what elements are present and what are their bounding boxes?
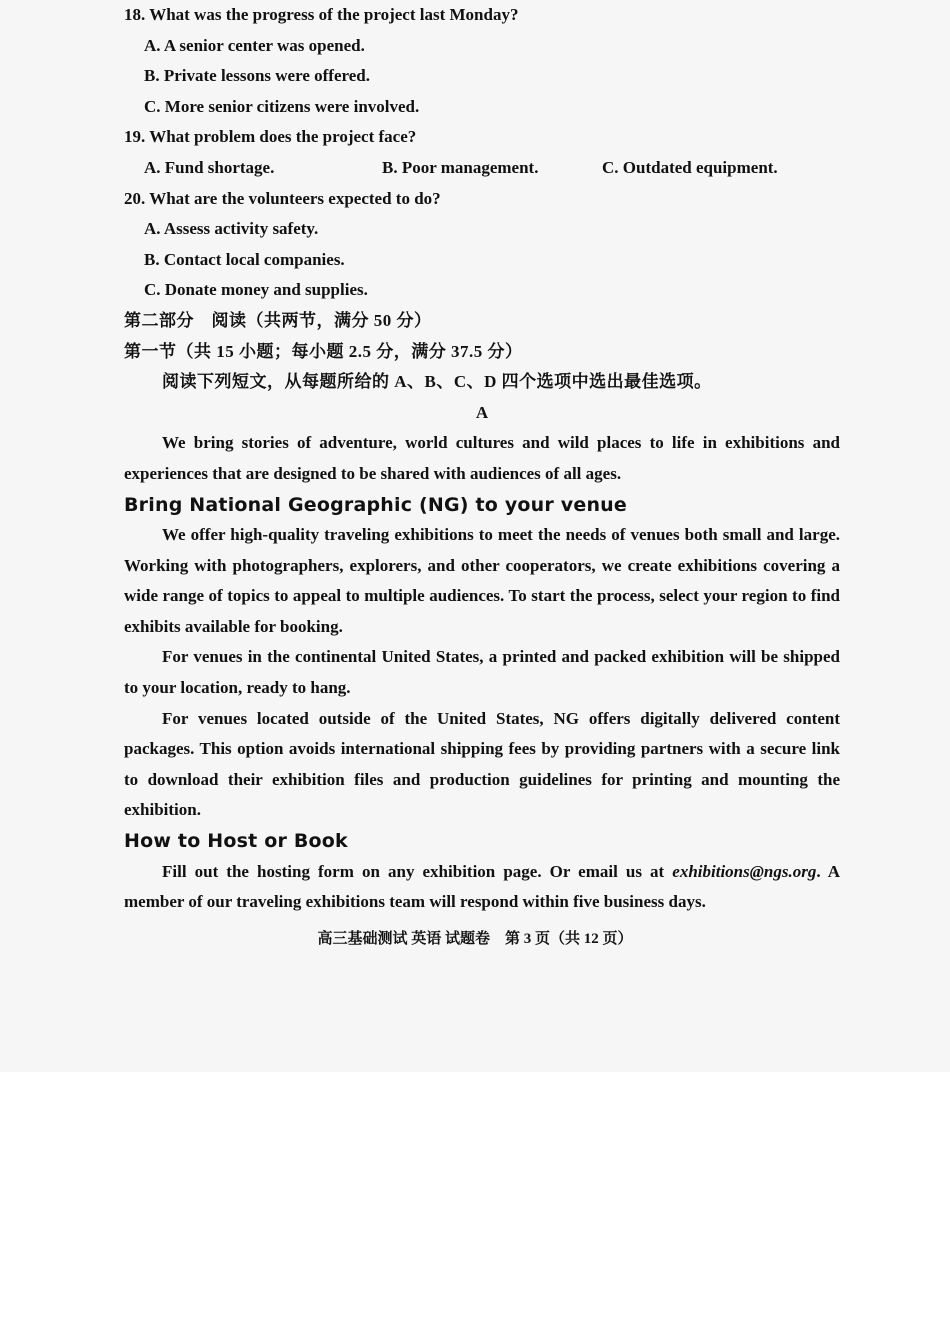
part-title: 第二部分 阅读（共两节，满分 50 分） xyxy=(124,310,432,330)
section-subtitle: 第一节（共 15 小题；每小题 2.5 分，满分 37.5 分） xyxy=(124,341,523,361)
question-19-options xyxy=(144,153,840,184)
section-instruction: 阅读下列短文，从每题所给的 A、B、C、D 四个选项中选出最佳选项。 xyxy=(162,372,712,392)
passage-intro: We bring stories of adventure, world cultures and wild places to life in exhibitions and experiences that are designed to be shared with audiences of all ages. xyxy=(124,433,840,483)
question-20-option-a: A. Assess activity safety. xyxy=(144,219,319,239)
question-20-option-b: B. Contact local companies. xyxy=(144,249,345,269)
question-19-stem: 19. What problem does the project face? xyxy=(124,127,417,147)
question-18-stem: 18. What was the progress of the project last Monday? xyxy=(124,5,519,24)
question-19-option-c: C. Outdated equipment. xyxy=(602,157,778,177)
passage-paragraph-3: For venues located outside of the United States, NG offers digitally delivered content packages. This option avoids international shipping fees by providing partners with a secure link to download their exhibition files and production guidelines for printing and mounting the exhibition. xyxy=(124,708,840,820)
passage-heading-host: How to Host or Book xyxy=(124,830,348,853)
question-19-option-b: B. Poor management. xyxy=(382,157,539,177)
question-20-stem: 20. What are the volunteers expected to do? xyxy=(124,188,441,208)
question-18-option-c: C. More senior citizens were involved. xyxy=(144,96,420,116)
page-footer: 高三基础测试 英语 试题卷 第 3 页（共 12 页） xyxy=(317,931,633,947)
passage-paragraph-2: For venues in the continental United States, a printed and packed exhibition will be shipped to your location, ready to hang. xyxy=(124,647,840,698)
paragraph-4-text-before: Fill out the hosting form on any exhibition page. Or email us at xyxy=(162,861,673,881)
passage-heading-venue: Bring National Geographic (NG) to your venue xyxy=(124,493,627,516)
question-19-option-a: A. Fund shortage. xyxy=(144,157,275,177)
passage-label: A xyxy=(475,402,489,422)
paragraph-4-text-after: . A member of our traveling exhibitions team will respond within five business days. xyxy=(124,861,840,912)
passage-paragraph-4 xyxy=(124,857,840,918)
exam-page xyxy=(124,0,840,918)
question-18-option-a: A. A senior center was opened. xyxy=(144,35,365,55)
question-18-option-b: B. Private lessons were offered. xyxy=(144,66,370,86)
passage-paragraph-1: We offer high-quality traveling exhibitions to meet the needs of venues both small and large. Working with photographers, explorers, and other cooperators, we create exhibitions covering a wide range of topics to appeal to multiple audiences. To start the process, select your region to find exhibits available for booking. xyxy=(124,525,840,636)
question-20-option-c: C. Donate money and supplies. xyxy=(144,280,368,300)
contact-email: exhibitions@ngs.org xyxy=(672,861,817,881)
